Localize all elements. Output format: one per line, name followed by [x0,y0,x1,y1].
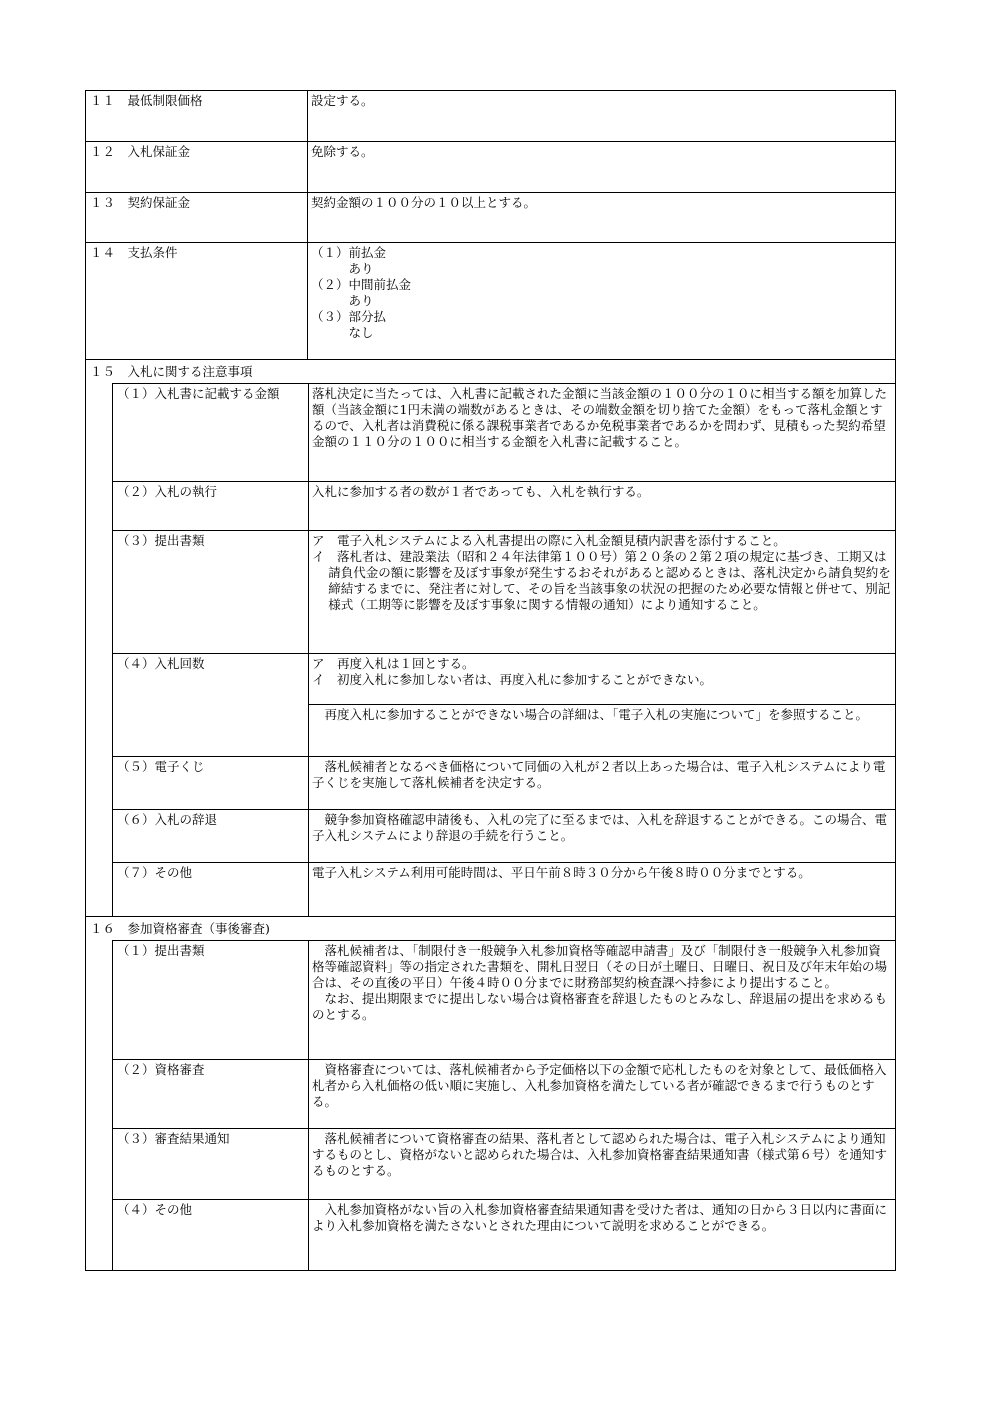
row-label: （７）その他 [117,865,193,880]
row-contract-bond [86,192,895,242]
section-qualification-review [86,940,895,1270]
subrow-review-other [113,1199,895,1270]
row-content: 免除する。 [307,142,895,192]
row-content: （１）前払金 あり （２）中間前払金 あり （３）部分払 なし [307,243,895,359]
row-content: 競争参加資格確認申請後も、入札の完了に至るまでは、入札を辞退することができる。この場合、電子入札システムにより辞退の手続を行うこと。 [308,810,895,862]
row-content: 入札に参加する者の数が１者であっても、入札を執行する。 [308,482,895,530]
subrow-withdrawal [113,809,895,862]
row-content: 落札候補者となるべき価格について同価の入札が２者以上あった場合は、電子入札システムにより電子くじを実施して落札候補者を決定する。 [308,757,895,809]
subrow-bid-rounds [113,653,895,756]
subrow-qualification-check [113,1059,895,1128]
section-heading-qualification-review: １６ 参加資格審査（事後審査) [86,916,895,940]
row-payment-terms [86,242,895,359]
row-content: 契約金額の１００分の１０以上とする。 [307,193,895,242]
row-content: 落札決定に当たっては、入札書に記載された金額に当該金額の１００分の１０に相当する額を加算した額（当該金額に1円未満の端数があるときは、その端数金額を切り捨てた金額）をもって落札金額とするので、入札者は消費税に係る課税事業者であるか免税事業者であるかを問わず、見積もった契約希望金額の１１０分の１００に相当する金額を入札書に記載すること。 [308,384,895,481]
row-content: ア 再度入札は１回とする。 イ 初度入札に参加しない者は、再度入札に参加することができない。 再度入札に参加することができない場合の詳細は、「電子入札の実施について」を参照すること。 [308,654,895,756]
row-content: ア 電子入札システムによる入札書提出の際に入札金額見積内訳書を添付すること。 イ 落札者は、建設業法（昭和２４年法律第１００号）第２０条の２第２項の規定に基づき、工期又は請負代金の額に影響を及ぼす事象が発生するおそれがあると認めるときは、落札決定から請負契約を締結するまでに、発注者に対して、その旨を当該事象の状況の把握のため必要な情報と併せて、別記様式（工期等に影響を及ぼす事象に関する情報の通知）により通知すること。 [308,531,895,653]
row-label: （４）入札回数 [117,656,205,671]
row-content: 資格審査については、落札候補者から予定価格以下の金額で応札したものを対象として、最低価格入札者から入札価格の低い順に実施し、入札参加資格を満たしている者が確認できるまで行うものとする。 [308,1060,895,1128]
row-label: （２）資格審査 [117,1062,205,1077]
row-label: （３）提出書類 [117,533,205,548]
row-label: １１ 最低制限価格 [90,93,203,108]
subrow-submission-documents [113,940,895,1059]
row-content: 入札参加資格がない旨の入札参加資格審査結果通知書を受けた者は、通知の日から３日以内に書面により入札参加資格を満たさないとされた理由について説明を求めることができる。 [308,1200,895,1270]
subrow-documents [113,530,895,653]
row-content: 落札候補者は、「制限付き一般競争入札参加資格等確認申請書」及び「制限付き一般競争入札参加資格等確認資料」等の指定された書類を、開札日翌日（その日が土曜日、日曜日、祝日及び年末年始の場合は、その直後の平日）午後４時００分までに財務部契約検査課へ持参により提出すること。 なお、提出期限までに提出しない場合は資格審査を辞退したものとみなし、辞退届の提出を求めるものとする。 [308,941,895,1059]
section-heading-bidding-notes: １５ 入札に関する注意事項 [86,359,895,383]
subrow-review-result-notice [113,1128,895,1199]
row-content: 落札候補者について資格審査の結果、落札者として認められた場合は、電子入札システムにより通知するものとし、資格がないと認められた場合は、入札参加資格審査結果通知書（様式第６号）を通知するものとする。 [308,1129,895,1199]
row-label: （１）入札書に記載する金額 [117,386,280,401]
row-minimum-price [86,91,895,141]
row-label: （６）入札の辞退 [117,812,218,827]
row-label: （４）その他 [117,1202,193,1217]
section-bidding-notes [86,383,895,916]
subrow-other [113,862,895,916]
row-label: （１）提出書類 [117,943,205,958]
row-label: （３）審査結果通知 [117,1131,230,1146]
row-label: １３ 契約保証金 [90,195,191,210]
subrow-e-lottery [113,756,895,809]
subtable [112,940,895,1270]
subrow-bid-execution [113,481,895,530]
row-label: １４ 支払条件 [90,245,178,260]
row-bid-bond [86,141,895,192]
row-label: １２ 入札保証金 [90,144,191,159]
row-content: 電子入札システム利用可能時間は、平日午前８時３０分から午後８時００分までとする。 [308,863,895,916]
conditions-table [85,90,896,1271]
subtable [112,383,895,916]
subrow-bid-amount [113,383,895,481]
row-content: 設定する。 [307,91,895,141]
row-label: （５）電子くじ [117,759,205,774]
row-label: （２）入札の執行 [117,484,218,499]
